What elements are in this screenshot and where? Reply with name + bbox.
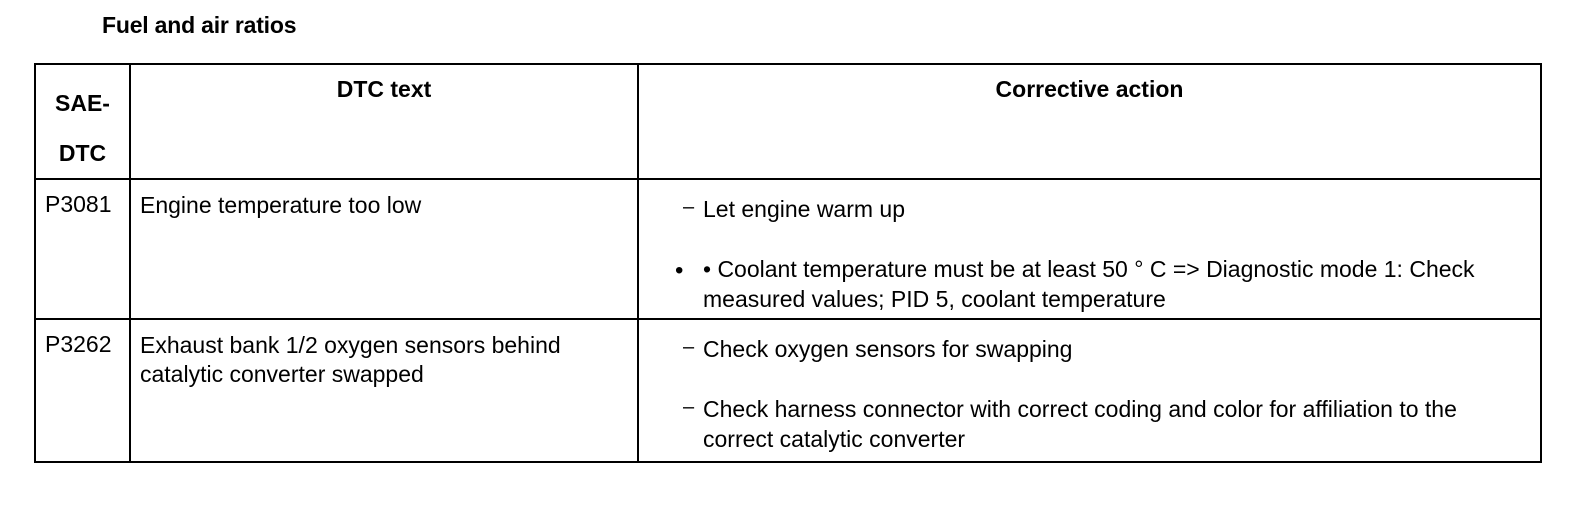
bullet-marker: • — [675, 257, 684, 284]
dtc-description: Engine temperature too low — [130, 179, 638, 319]
action-item — [683, 394, 1520, 454]
dtc-description: Exhaust bank 1/2 oxygen sensors behind catalytic converter swapped — [130, 319, 638, 462]
dtc-code: P3081 — [35, 179, 130, 319]
header-sae-dtc — [35, 64, 130, 179]
corrective-actions — [638, 179, 1541, 319]
dtc-table — [34, 63, 1542, 463]
action-text: Let engine warm up — [703, 196, 906, 222]
header-dtc-text: DTC text — [130, 64, 638, 179]
table-row — [35, 319, 1541, 462]
dash-marker: – — [683, 336, 695, 358]
table-header-row — [35, 64, 1541, 179]
dtc-code: P3262 — [35, 319, 130, 462]
table-row — [35, 179, 1541, 319]
dash-marker: – — [683, 396, 695, 418]
header-sae-line1: SAE- — [55, 90, 110, 116]
action-text: • Coolant temperature must be at least 50 ° C => Diagnostic mode 1: Check measured values; PID 5, coolant temperature — [703, 256, 1475, 312]
action-item — [683, 334, 1520, 364]
header-sae-line2: DTC — [58, 140, 107, 166]
header-corrective-action: Corrective action — [638, 64, 1541, 179]
document-title: Fuel and air ratios — [102, 12, 297, 38]
dash-marker: – — [683, 196, 695, 218]
action-text: Check harness connector with correct coding and color for affiliation to the correct catalytic converter — [703, 396, 1457, 452]
action-item — [675, 254, 1520, 314]
action-text: Check oxygen sensors for swapping — [703, 336, 1073, 362]
corrective-actions — [638, 319, 1541, 462]
action-item — [683, 194, 1520, 224]
